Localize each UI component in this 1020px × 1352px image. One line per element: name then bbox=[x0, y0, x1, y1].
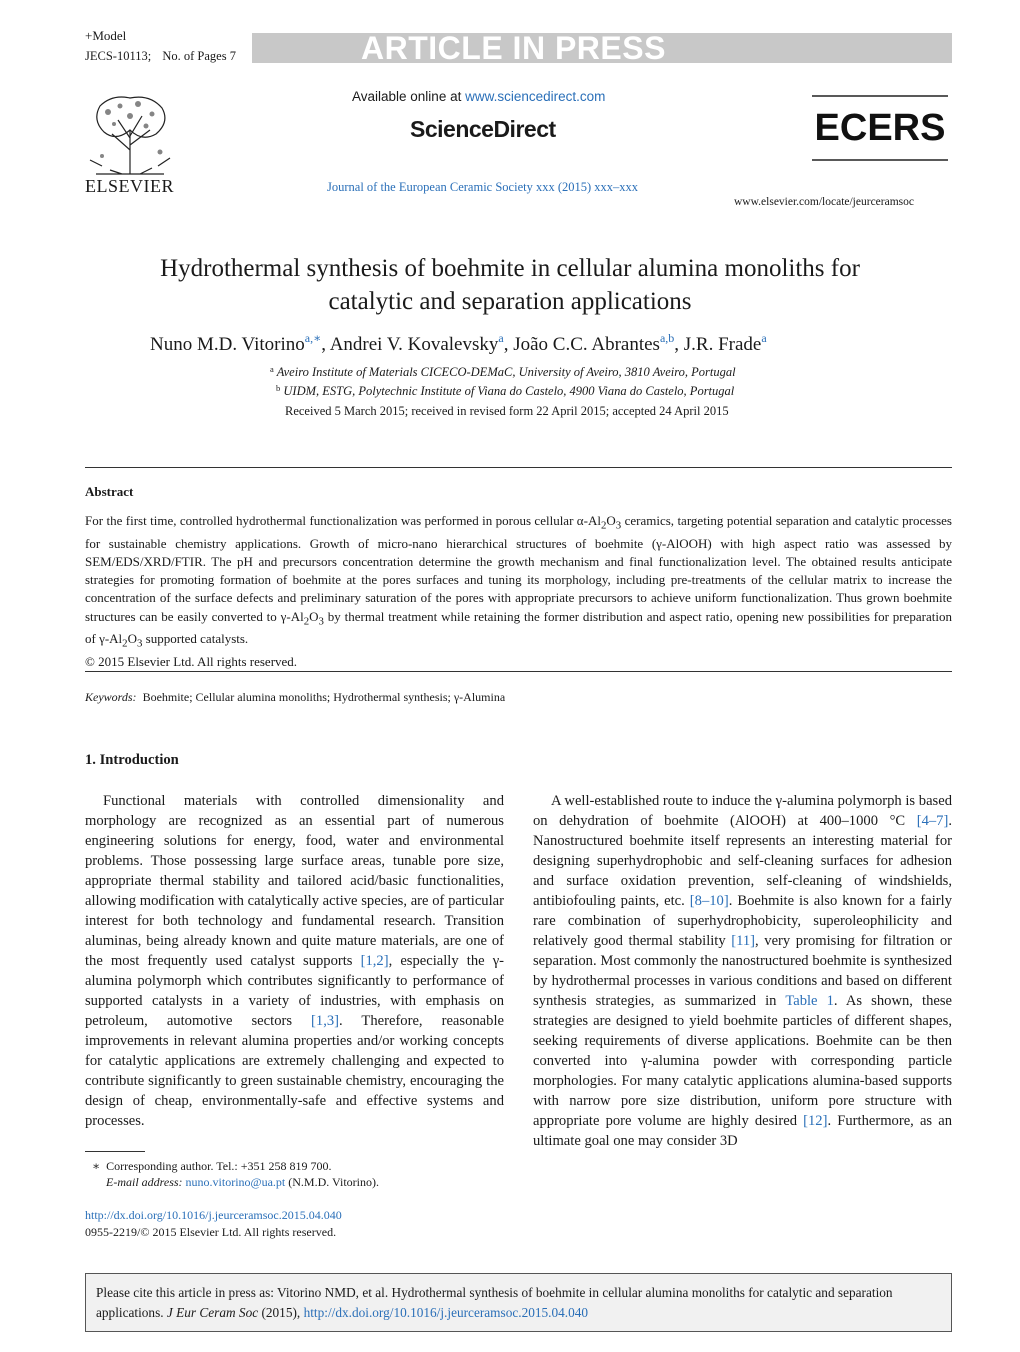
elsevier-tree-logo-icon bbox=[82, 90, 178, 176]
author-separator: , bbox=[674, 334, 684, 355]
subscript: 3 bbox=[136, 638, 143, 650]
text-run: , especially the γ-alumina polymorph which contributes significantly to performance of supported catalysts in a variety of industries, with emphasis on petroleum, automotive sectors bbox=[85, 953, 504, 1029]
author-name[interactable]: João C.C. Abrantes bbox=[513, 334, 660, 355]
right-column bbox=[533, 751, 952, 1151]
text-run: A well-established route to induce the γ-alumina polymorph is based on dehydration of boehmite (AlOOH) at 400–1000 °C bbox=[533, 793, 952, 829]
available-prefix: Available online at bbox=[352, 89, 462, 104]
reference-link[interactable]: [1,2] bbox=[360, 953, 389, 969]
author-affiliation-mark[interactable]: a,b bbox=[659, 331, 675, 345]
affiliation-mark: a bbox=[270, 364, 274, 374]
received-dates: Received 5 March 2015; received in revised form 22 April 2015; accepted 24 April 2015 bbox=[285, 404, 729, 418]
sciencedirect-link[interactable]: www.sciencedirect.com bbox=[465, 89, 606, 104]
article-title bbox=[60, 252, 960, 318]
text-run: . Nanostructured boehmite itself represents an interesting material for designing superhydrophobic and self-cleaning surfaces for adhesion and surface oxidation prevention, self-cleaning of windshields, antibiofouling paints, etc. bbox=[533, 813, 952, 909]
citation-journal: J Eur Ceram Soc bbox=[166, 1305, 259, 1320]
paragraph bbox=[533, 791, 952, 1151]
reference-link[interactable]: [11] bbox=[731, 933, 756, 949]
author-separator: , bbox=[503, 334, 514, 355]
reference-link[interactable]: [4–7] bbox=[916, 813, 949, 829]
author-name[interactable]: Andrei V. Kovalevsky bbox=[329, 334, 499, 355]
text-run: . Therefore, reasonable improvements in relevant alumina properties and/or working concepts for catalytic applications are extremely challenging and expected to contribute significantly to green sustainable chemistry, encouraging the design of cheap, environmentally-safe and effective systems and processes. bbox=[85, 1013, 504, 1129]
author-affiliation-mark[interactable]: a bbox=[498, 331, 504, 345]
abstract-part: For the first time, controlled hydrothermal functionalization was performed in porous cellular α-Al bbox=[85, 513, 601, 528]
section-heading-introduction: 1. Introduction bbox=[85, 752, 179, 768]
available-online bbox=[352, 89, 605, 104]
keywords-text: Boehmite; Cellular alumina monoliths; Hydrothermal synthesis; γ-Alumina bbox=[142, 690, 506, 704]
model-label: +Model bbox=[85, 28, 127, 43]
email-label: E-mail address: bbox=[106, 1175, 183, 1189]
affiliation-b bbox=[276, 383, 734, 399]
author-list bbox=[150, 331, 767, 356]
table-link[interactable]: Table 1 bbox=[785, 993, 834, 1009]
subscript: 2 bbox=[122, 638, 128, 650]
ecers-logo-text: ECERS bbox=[814, 107, 946, 149]
sciencedirect-logo: ScienceDirect bbox=[410, 116, 556, 142]
affiliation-a bbox=[270, 364, 736, 380]
abstract-part: supported catalysts. bbox=[142, 631, 249, 647]
reference-link[interactable]: [1,3] bbox=[311, 1013, 340, 1029]
ecers-logo-icon bbox=[808, 88, 952, 168]
abstract-part: O bbox=[309, 608, 319, 624]
abstract-part: by thermal treatment while retaining the former distribution and aspect ratio, opening new possibilities for preparation of γ-Al bbox=[85, 608, 952, 647]
paragraph bbox=[85, 791, 504, 1131]
journal-reference[interactable]: Journal of the European Ceramic Society xxx (2015) xxx–xxx bbox=[327, 180, 639, 194]
abstract-part: ceramics, targeting potential separation and catalytic processes for sustainable chemistry applications. Growth of micro-nano hierarchical structures of boehmite (γ-AlOOH) with high aspect ratio was assessed by SEM/EDS/XRD/FTIR. The pH and precursors concentration determine the growth mechanism and final functionalization level. The obtained results anticipate strategies for promoting formation of boehmite at the pores surfaces and tuning its morphology, including pre-treatments of the cellular matrix to increase the concentration of the surface defects and preliminary saturation of the pores with appropriate precursors to achieve uniform functionalization. Thus grown boehmite structures can be easily converted to γ-Al bbox=[85, 513, 952, 624]
keywords-label: Keywords: bbox=[85, 690, 137, 704]
affiliation-text: UIDM, ESTG, Polytechnic Institute of Viana do Castelo, 4900 Viana do Castelo, Portugal bbox=[283, 384, 735, 398]
text-run: . Furthermore, as an ultimate goal one may consider 3D bbox=[533, 1113, 953, 1149]
author-name[interactable]: Nuno M.D. Vitorino bbox=[150, 334, 305, 355]
author-separator: , bbox=[321, 334, 330, 355]
abstract-part: O bbox=[606, 513, 616, 528]
abstract-part: O bbox=[127, 631, 137, 647]
left-column bbox=[85, 791, 504, 1131]
issn-line: 0955-2219/© 2015 Elsevier Ltd. All rights reserved. bbox=[85, 1225, 337, 1239]
affiliation-text: Aveiro Institute of Materials CICECO-DEMaC, University of Aveiro, 3810 Aveiro, Portugal bbox=[276, 365, 736, 379]
subscript: 2 bbox=[303, 615, 310, 628]
article-in-press-label: ARTICLE IN PRESS bbox=[361, 30, 666, 66]
email-owner: (N.M.D. Vitorino). bbox=[288, 1175, 379, 1189]
divider bbox=[85, 467, 952, 468]
subscript: 2 bbox=[600, 519, 607, 532]
text-run: . As shown, these strategies are designed to yield boehmite particles of different shapes, seeking requirements of diverse applications. Boehmite can be then converted into γ-alumina powder with corresponding particle morphologies. For many catalytic applications alumina-based supports with narrow pore size distribution, uniform pore structure with appropriate pore volume are highly desired bbox=[533, 993, 953, 1129]
affiliation-mark: b bbox=[276, 383, 281, 393]
jecs-number: JECS-10113; bbox=[85, 49, 152, 63]
citation-body: Please cite this article in press as: Vitorino NMD, et al. Hydrothermal synthesis of boehmite in cellular alumina monoliths for catalytic and separation applications. bbox=[96, 1285, 893, 1320]
citation-year: (2015), bbox=[261, 1305, 301, 1320]
copyright-line: © 2015 Elsevier Ltd. All rights reserved. bbox=[85, 654, 298, 670]
abstract-heading: Abstract bbox=[85, 484, 134, 499]
text-run: . Boehmite is also known for a fairly rare combination of superhydrophobicity, superoleophilicity and relatively good thermal stability bbox=[533, 893, 953, 949]
author-affiliation-mark[interactable]: a bbox=[761, 331, 767, 345]
page-count: No. of Pages 7 bbox=[162, 49, 236, 63]
keywords bbox=[85, 690, 505, 705]
footnote-divider bbox=[85, 1151, 145, 1152]
author-affiliation-mark[interactable]: a,∗ bbox=[304, 331, 322, 345]
elsevier-wordmark: ELSEVIER bbox=[85, 176, 174, 196]
subscript: 3 bbox=[318, 615, 324, 628]
text-run: Functional materials with controlled dimensionality and morphology are recognized as an essential part of numerous engineering solutions for energy, food, water and environmental problems. Those possessing large surface areas, tunable pore size, appropriate thermal stability and tailored acid/basic functionalities, allowing modification with catalytically active species, are of particular interest for both technology and fundamental research. Transition aluminas, being already known and quite mature materials, are one of the most frequently used catalyst supports bbox=[85, 793, 504, 969]
email-note bbox=[106, 1175, 379, 1190]
email-link[interactable]: nuno.vitorino@ua.pt bbox=[185, 1175, 286, 1189]
reference-link[interactable]: [8–10] bbox=[689, 893, 729, 909]
citation-doi-link[interactable]: http://dx.doi.org/10.1016/j.jeurceramsoc.2015.04.040 bbox=[303, 1305, 589, 1320]
text-run: , very promising for filtration or separation. Most commonly the nanostructured boehmite is synthesized by hydrothermal processes in various conditions and based on different synthesis strategies, as summarized in bbox=[533, 933, 952, 1009]
citation-text bbox=[96, 1283, 946, 1323]
author-name[interactable]: J.R. Frade bbox=[683, 334, 762, 355]
divider bbox=[85, 671, 952, 672]
manuscript-id bbox=[85, 49, 236, 64]
title-line-2: catalytic and separation applications bbox=[328, 288, 692, 315]
footnote-text: Corresponding author. Tel.: +351 258 819 700. bbox=[106, 1159, 332, 1173]
reference-link[interactable]: [12] bbox=[803, 1113, 828, 1129]
journal-url[interactable]: www.elsevier.com/locate/jeurceramsoc bbox=[734, 196, 914, 208]
title-line-1: Hydrothermal synthesis of boehmite in cellular alumina monoliths for bbox=[160, 255, 860, 282]
footnote-mark: ∗ bbox=[92, 1159, 101, 1173]
corresponding-author-note bbox=[92, 1159, 332, 1174]
doi-link[interactable]: http://dx.doi.org/10.1016/j.jeurceramsoc.2015.04.040 bbox=[85, 1208, 342, 1222]
abstract-text bbox=[85, 512, 952, 671]
subscript: 3 bbox=[615, 519, 622, 532]
